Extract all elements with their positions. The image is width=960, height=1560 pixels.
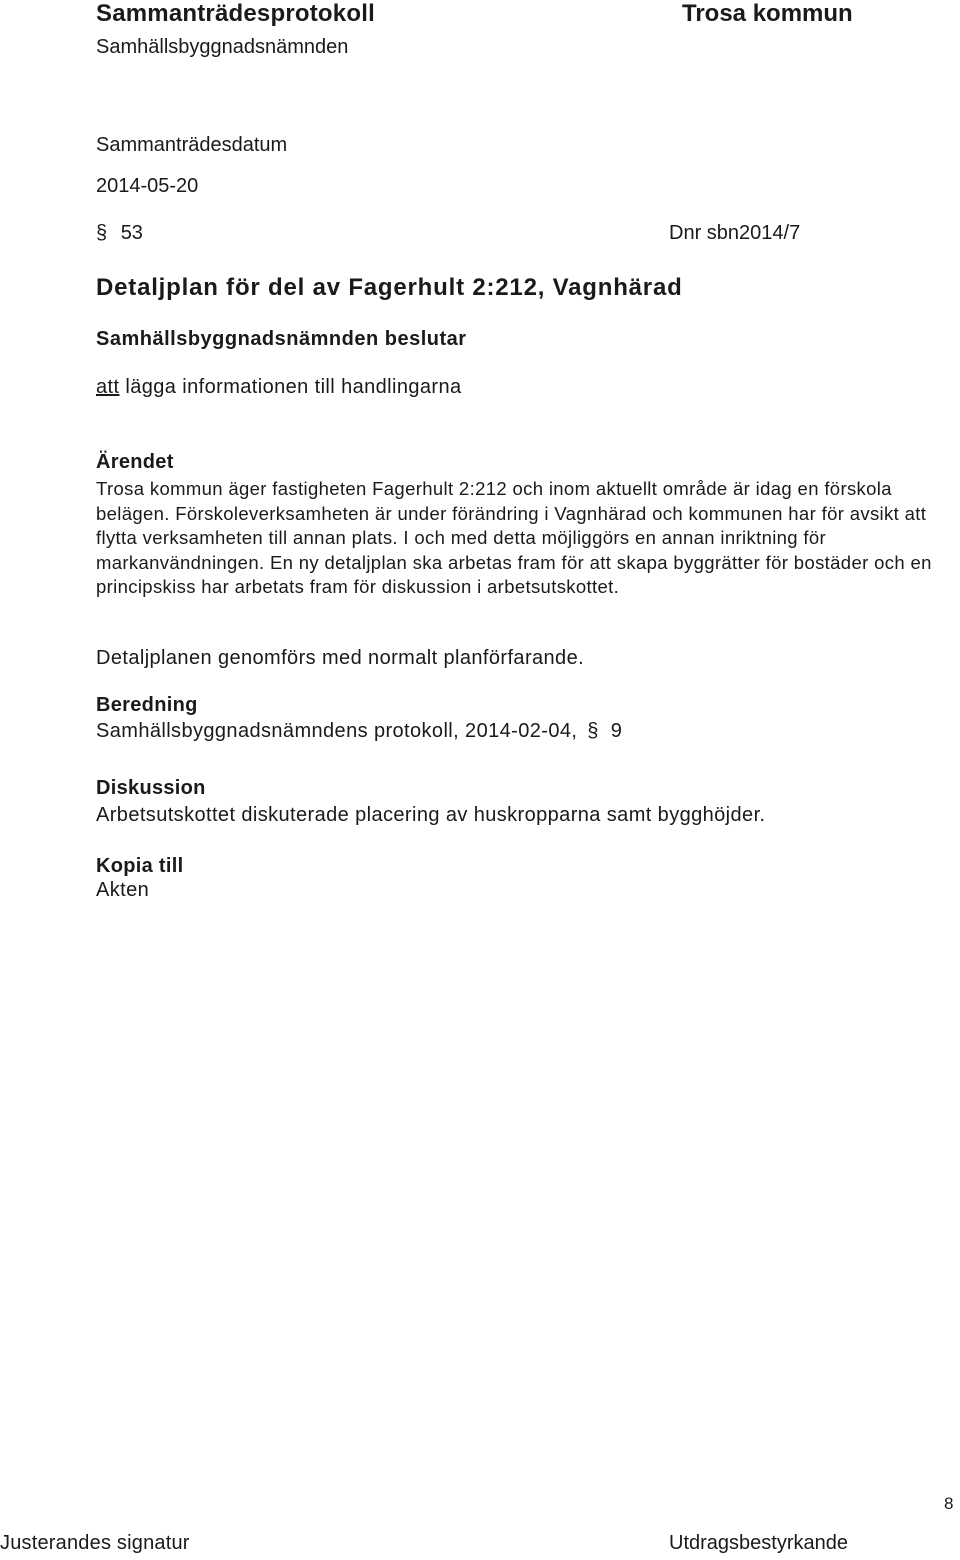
paragraph-number [96, 222, 143, 245]
case-heading: Ärendet [96, 451, 174, 473]
case-number: Dnr sbn2014/7 [669, 222, 801, 244]
page-number: 8 [944, 1494, 954, 1513]
copy-to-heading: Kopia till [96, 855, 184, 877]
signature-label: Justerandes signatur [0, 1532, 190, 1554]
meeting-date: 2014-05-20 [96, 175, 199, 197]
preparation-reference: Samhällsbyggnadsnämndens protokoll, 2014-02-04, [96, 720, 578, 742]
copy-to-recipient: Akten [96, 879, 150, 901]
item-title: Detaljplan för del av Fagerhult 2:212, Vagnhärad [96, 274, 683, 301]
organization-name: Trosa kommun [682, 0, 853, 27]
preparation-paragraph-number: 9 [610, 720, 623, 742]
decision-heading: Samhällsbyggnadsnämnden beslutar [96, 328, 467, 350]
decision-text [96, 376, 462, 399]
paragraph-value: 53 [120, 222, 143, 244]
certified-label: Utdragsbestyrkande [669, 1532, 848, 1554]
discussion-text: Arbetsutskottet diskuterade placering av huskropparna samt bygghöjder. [96, 804, 766, 826]
case-body: Trosa kommun äger fastigheten Fagerhult 2:212 och inom aktuellt område är idag en förskola belägen. Förskoleverksamheten är under förändring i Vagnhärad och kommunen har för avsikt att flytta verksamheten till annan plats. I och med detta möjliggörs en annan inriktning för markanvändningen. En ny detaljplan ska arbetas fram för att skapa byggrätter för bostäder och en principskiss har arbetats fram för diskussion i arbetsutskottet. [96, 478, 932, 597]
preparation-text [96, 720, 622, 743]
paragraph-symbol: § [96, 222, 108, 244]
protocol-title: Sammanträdesprotokoll [96, 0, 375, 27]
discussion-heading: Diskussion [96, 777, 206, 799]
procedure-note: Detaljplanen genomförs med normalt planförfarande. [96, 647, 585, 669]
decision-att: att [96, 376, 120, 398]
committee-name: Samhällsbyggnadsnämnden [96, 36, 349, 58]
preparation-heading: Beredning [96, 694, 198, 716]
preparation-paragraph-symbol: § [587, 720, 599, 742]
meeting-date-label: Sammanträdesdatum [96, 134, 288, 156]
decision-rest: lägga informationen till handlingarna [119, 376, 462, 398]
